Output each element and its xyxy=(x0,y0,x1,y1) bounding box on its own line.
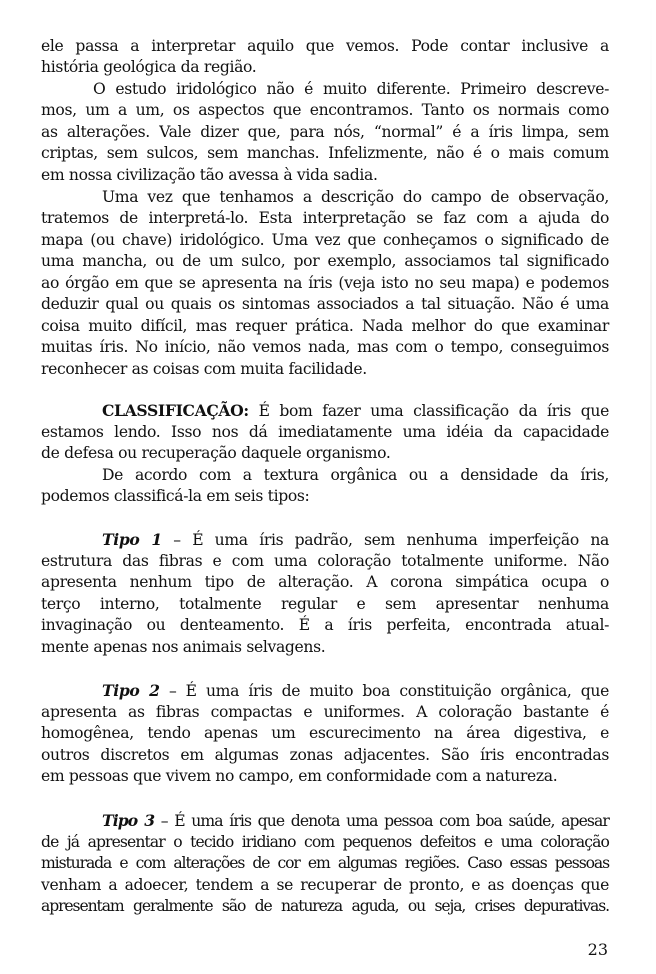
text-line: mente apenas nos animais selvagens. xyxy=(41,638,326,656)
text-line: estamos lendo. Isso nos dá imediatamente uma idéia da capacidade xyxy=(41,423,609,441)
text-line xyxy=(102,810,609,832)
text-run: – É uma íris padrão, sem nenhuma imperfeição na xyxy=(161,531,610,549)
text-line: de defesa ou recuperação daquele organismo. xyxy=(41,444,391,462)
text-line: venham a adoecer, tendem a se recuperar de pronto, e as doenças que xyxy=(41,876,609,894)
text-run: – É uma íris que denota uma pessoa com boa saúde, apesar xyxy=(154,812,609,830)
text-line: em pessoas que vivem no campo, em conformidade com a natureza. xyxy=(41,767,558,785)
text-line: coisa muito difícil, mas requer prática. Nada melhor do que examinar xyxy=(41,317,609,335)
text-run: – É uma íris de muito boa constituição orgânica, que xyxy=(159,682,609,700)
text-line: uma mancha, ou de um sulco, por exemplo, associamos tal significado xyxy=(41,252,609,270)
text-line xyxy=(102,529,609,551)
text-line: De acordo com a textura orgânica ou a densidade da íris, xyxy=(102,466,609,484)
text-line: invaginação ou denteamento. É a íris perfeita, encontrada atual- xyxy=(41,616,609,634)
text-line: estrutura das fibras e com uma coloração totalmente uniforme. Não xyxy=(41,552,609,570)
text-line: outros discretos em algumas zonas adjacentes. São íris encontradas xyxy=(41,746,609,764)
type-label: Tipo 1 xyxy=(102,530,162,549)
type-label: Tipo 3 xyxy=(102,811,155,830)
text-line: ao órgão em que se apresenta na íris (veja isto no seu mapa) e podemos xyxy=(41,274,609,292)
text-line: apresentam geralmente são de natureza aguda, ou seja, crises depurativas. xyxy=(41,897,609,915)
type-label: Tipo 2 xyxy=(102,681,160,700)
text-line: apresenta as fibras compactas e uniformes. A coloração bastante é xyxy=(41,703,609,721)
text-line xyxy=(102,680,609,702)
scan-edge xyxy=(650,0,652,974)
text-line: homogênea, tendo apenas um escurecimento na área digestiva, e xyxy=(41,724,609,742)
text-line: podemos classificá-la em seis tipos: xyxy=(41,487,310,505)
text-line xyxy=(102,400,609,422)
text-line: misturada e com alterações de cor em algumas regiões. Caso essas pessoas xyxy=(41,854,609,872)
text-line: reconhecer as coisas com muita facilidade. xyxy=(41,360,367,378)
text-line: criptas, sem sulcos, sem manchas. Infelizmente, não é o mais comum xyxy=(41,144,609,162)
text-line: muitas íris. No início, não vemos nada, mas com o tempo, conseguimos xyxy=(41,338,609,356)
text-line: terço interno, totalmente regular e sem apresentar nenhuma xyxy=(41,595,609,613)
text-line: em nossa civilização tão avessa à vida sadia. xyxy=(41,166,378,184)
text-run: É bom fazer uma classificação da íris que xyxy=(248,402,609,420)
text-line: história geológica da região. xyxy=(41,58,257,76)
text-line: mapa (ou chave) iridológico. Uma vez que conheçamos o significado de xyxy=(41,231,609,249)
text-line: apresenta nenhum tipo de alteração. A corona simpática ocupa o xyxy=(41,573,609,591)
text-line: Uma vez que tenhamos a descrição do campo de observação, xyxy=(102,188,609,206)
text-line: mos, um a um, os aspectos que encontramos. Tanto os normais como xyxy=(41,101,609,119)
text-line: as alterações. Vale dizer que, para nós, “normal” é a íris limpa, sem xyxy=(41,123,609,141)
text-line: tratemos de interpretá-lo. Esta interpretação se faz com a ajuda do xyxy=(41,209,609,227)
text-line: O estudo iridológico não é muito diferente. Primeiro descreve- xyxy=(93,80,609,98)
page-number: 23 xyxy=(587,940,608,959)
section-heading: CLASSIFICAÇÃO: xyxy=(102,401,249,420)
text-line: de já apresentar o tecido iridiano com pequenos defeitos e uma coloração xyxy=(41,833,609,851)
text-line: ele passa a interpretar aquilo que vemos. Pode contar inclusive a xyxy=(41,37,609,55)
text-line: deduzir qual ou quais os sintomas associados a tal situação. Não é uma xyxy=(41,295,609,313)
